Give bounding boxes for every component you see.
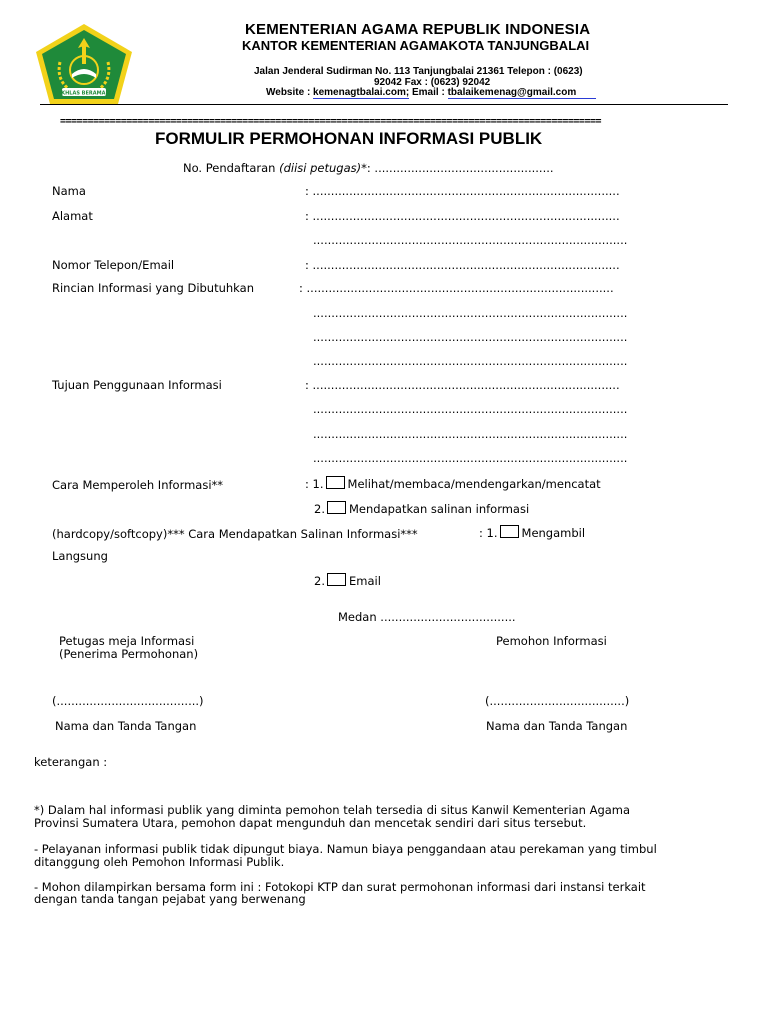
contact-line bbox=[266, 87, 596, 98]
field-label-tujuan: Tujuan Penggunaan Informasi bbox=[52, 378, 222, 392]
applicant-name-label: Nama dan Tanda Tangan bbox=[486, 719, 628, 733]
note-1-line-1: *) Dalam hal informasi publik yang diminta pemohon telah tersedia di situs Kanwil Kementerian Agama bbox=[34, 803, 631, 817]
applicant-title: Pemohon Informasi bbox=[496, 634, 607, 648]
salinan-label: (hardcopy/softcopy)*** Cara Mendapatkan Salinan Informasi*** bbox=[52, 527, 418, 541]
officer-signature-blank[interactable]: (.......................................) bbox=[52, 694, 204, 708]
field-blank-tujuan-3[interactable]: ...................................................................................... bbox=[313, 427, 628, 441]
salinan-option-2 bbox=[314, 573, 381, 588]
field-blank-nama[interactable]: : .................................................................................... bbox=[305, 184, 620, 198]
note-2-line-2: ditanggung oleh Pemohon Informasi Publik. bbox=[34, 855, 285, 869]
field-blank-rincian-3[interactable]: ...................................................................................... bbox=[313, 330, 628, 344]
officer-subtitle: (Penerima Permohonan) bbox=[59, 647, 199, 661]
note-3-line-1: - Mohon dilampirkan bersama form ini : Fotokopi KTP dan surat permohonan informasi dari instansi terkait bbox=[34, 880, 646, 894]
separator-line: ================================================================================================== bbox=[60, 116, 602, 127]
note-1-line-2: Provinsi Sumatera Utara, pemohon dapat mengunduh dan mencetak sendiri dari situs tersebut. bbox=[34, 816, 587, 830]
website-link[interactable]: kemenagtbalai.com; bbox=[313, 87, 410, 98]
field-blank-tujuan-4[interactable]: ...................................................................................... bbox=[313, 451, 628, 465]
field-label-telepon: Nomor Telepon/Email bbox=[52, 258, 175, 272]
note-2-line-1: - Pelayanan informasi publik tidak dipungut biaya. Namun biaya penggandaan atau perekaman yang timbul bbox=[34, 842, 657, 856]
officer-title: Petugas meja Informasi bbox=[59, 634, 195, 648]
cara-option-1-number: : 1. bbox=[305, 477, 324, 491]
office-name: KANTOR KEMENTERIAN AGAMAKOTA TANJUNGBALAI bbox=[242, 38, 590, 53]
registration-label: No. Pendaftaran bbox=[183, 161, 280, 175]
place-date[interactable]: Medan ..................................... bbox=[338, 610, 516, 624]
field-blank-alamat[interactable]: : .................................................................................... bbox=[305, 209, 620, 223]
cara-option-2 bbox=[314, 501, 529, 516]
email-label: Email : bbox=[409, 87, 448, 98]
website-label: Website : bbox=[266, 87, 314, 98]
cara-option-1 bbox=[305, 476, 601, 491]
notes-heading: keterangan : bbox=[34, 755, 108, 769]
address-line-1: Jalan Jenderal Sudirman No. 113 Tanjungbalai 21361 Telepon : (0623) bbox=[254, 66, 583, 77]
cara-option-2-number: 2. bbox=[314, 502, 325, 516]
field-label-cara: Cara Memperoleh Informasi** bbox=[52, 478, 224, 492]
field-blank-rincian-4[interactable]: ...................................................................................... bbox=[313, 354, 628, 368]
salinan-option-1 bbox=[479, 525, 585, 540]
field-blank-alamat-2[interactable]: ...................................................................................... bbox=[313, 233, 628, 247]
header-rule bbox=[40, 104, 728, 105]
address-line-2: 92042 Fax : (0623) 92042 bbox=[374, 77, 491, 88]
ministry-name: KEMENTERIAN AGAMA REPUBLIK INDONESIA bbox=[245, 21, 591, 38]
field-label-alamat: Alamat bbox=[52, 209, 93, 223]
cara-option-2-label: Mendapatkan salinan informasi bbox=[348, 502, 530, 516]
salinan-option-2-number: 2. bbox=[314, 574, 325, 588]
cara-option-1-label: Melihat/membaca/mendengarkan/mencatat bbox=[347, 477, 601, 491]
field-blank-tujuan-2[interactable]: ...................................................................................... bbox=[313, 402, 628, 416]
salinan-option-1-label: Mengambil bbox=[521, 526, 586, 540]
cara-option-1-checkbox[interactable] bbox=[326, 476, 345, 489]
email-link[interactable]: tbalaikemenag@gmail.com bbox=[448, 87, 597, 99]
field-label-rincian: Rincian Informasi yang Dibutuhkan bbox=[52, 281, 254, 295]
salinan-option-1-checkbox[interactable] bbox=[500, 525, 519, 538]
registration-note: (diisi petugas) bbox=[279, 161, 362, 175]
svg-text:IKHLAS BERAMAL: IKHLAS BERAMAL bbox=[59, 90, 109, 97]
note-3-line-2: dengan tanda tangan pejabat yang berwenang bbox=[34, 892, 306, 906]
applicant-signature-blank[interactable]: (.....................................) bbox=[485, 694, 630, 708]
form-title: FORMULIR PERMOHONAN INFORMASI PUBLIK bbox=[155, 129, 543, 148]
field-blank-tujuan[interactable]: : .................................................................................... bbox=[305, 378, 620, 392]
salinan-option-2-label: Email bbox=[348, 574, 381, 588]
salinan-option-2-checkbox[interactable] bbox=[327, 573, 346, 586]
cara-option-2-checkbox[interactable] bbox=[327, 501, 346, 514]
field-label-nama: Nama bbox=[52, 184, 86, 198]
ministry-logo bbox=[32, 22, 136, 106]
registration-number bbox=[183, 161, 554, 175]
field-blank-telepon[interactable]: : .................................................................................... bbox=[305, 258, 620, 272]
field-blank-rincian[interactable]: : .................................................................................... bbox=[299, 281, 614, 295]
registration-blank[interactable]: *: ................................................. bbox=[361, 161, 554, 175]
officer-name-label: Nama dan Tanda Tangan bbox=[55, 719, 197, 733]
salinan-option-1-number: : 1. bbox=[479, 526, 498, 540]
salinan-option-1-continued: Langsung bbox=[52, 549, 108, 563]
field-blank-rincian-2[interactable]: ...................................................................................... bbox=[313, 306, 628, 320]
